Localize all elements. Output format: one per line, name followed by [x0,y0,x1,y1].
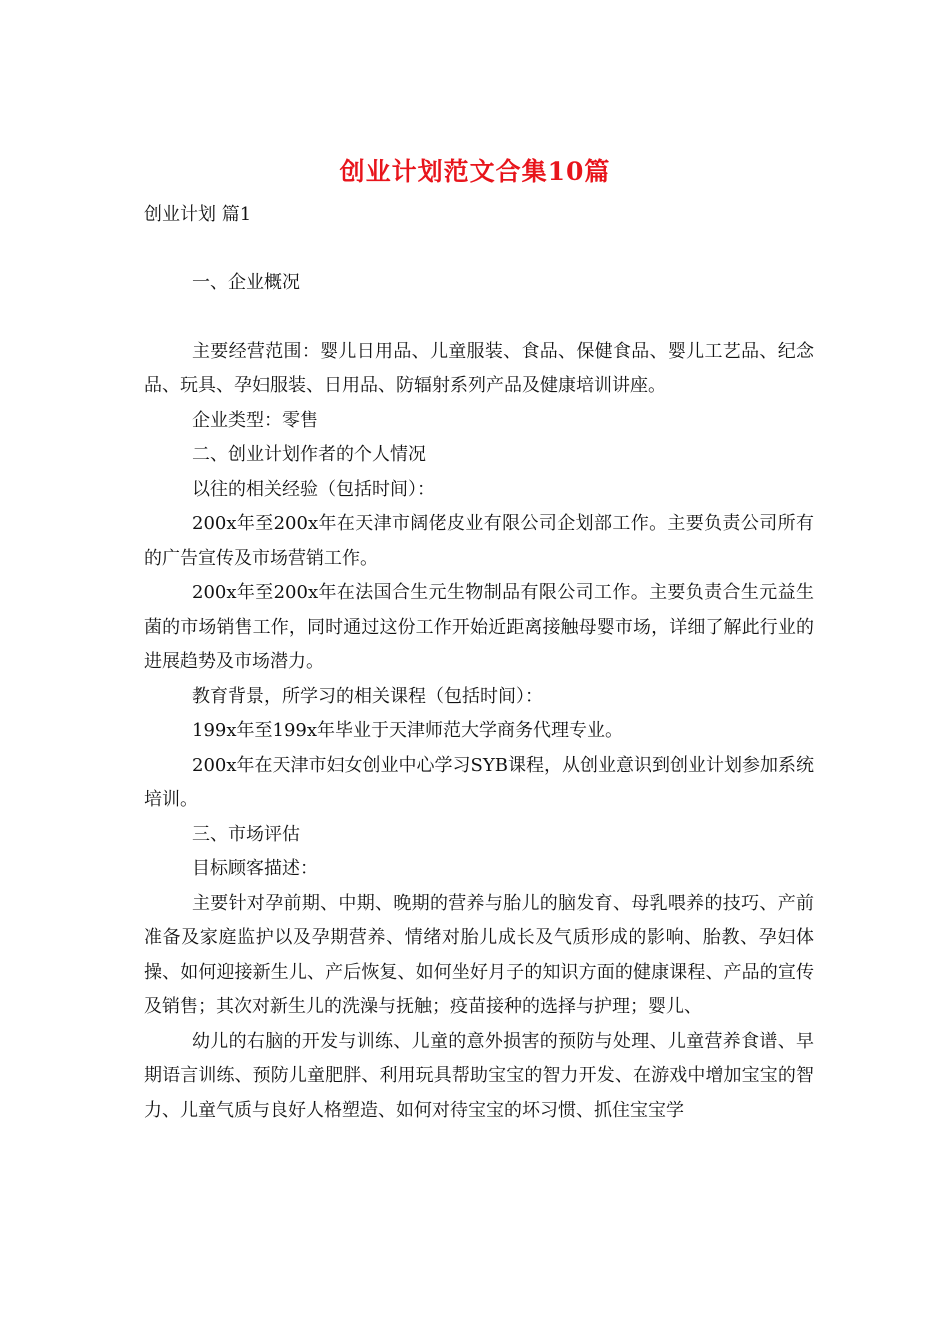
document-title: 创业计划范文合集10篇 [339,157,611,186]
paragraph-education-1: 199x年至199x年毕业于天津师范大学商务代理专业。 [192,720,624,741]
paragraph-business-scope: 主要经营范围：婴儿日用品、儿童服装、食品、保健食品、婴儿工艺品、纪念品、玩具、孕妇服装、日用品、防辐射系列产品及健康培训讲座。 [144,340,814,396]
paragraph-experience-label: 以往的相关经验（包括时间）： [192,478,435,500]
paragraph-experience-1: 200x年至200x年在天津市阔佬皮业有限公司企划部工作。主要负责公司所有的广告宣传及市场营销工作。 [144,513,814,569]
heading-enterprise-overview: 一、企业概况 [192,272,300,293]
paragraph-target-desc-2: 幼儿的右脑的开发与训练、儿童的意外损害的预防与处理、儿童营养食谱、早期语言训练、预防儿童肥胖、利用玩具帮助宝宝的智力开发、在游戏中增加宝宝的智力、儿童气质与良好人格塑造、如何对待宝宝的坏习惯、抓住宝宝学 [144,1030,814,1121]
section-subtitle: 创业计划 篇1 [144,204,252,225]
paragraph-education-label: 教育背景，所学习的相关课程（包括时间）： [192,685,543,707]
heading-market-assessment: 三、市场评估 [192,823,300,845]
paragraph-target-desc-1: 主要针对孕前期、中期、晚期的营养与胎儿的脑发育、母乳喂养的技巧、产前准备及家庭监护以及孕期营养、情绪对胎儿成长及气质形成的影响、胎教、孕妇体操、如何迎接新生儿、产后恢复、如何坐好月子的知识方面的健康课程、产品的宣传及销售；其次对新生儿的洗澡与抚触；疫苗接种的选择与护理；婴儿、 [144,892,814,1017]
paragraph-education-2: 200x年在天津市妇女创业中心学习SYB课程，从创业意识到创业计划参加系统培训。 [144,754,814,810]
paragraph-experience-2: 200x年至200x年在法国合生元生物制品有限公司工作。主要负责合生元益生菌的市场销售工作，同时通过这份工作开始近距离接触母婴市场，详细了解此行业的进展趋势及市场潜力。 [144,582,814,672]
document-body [144,266,814,1128]
heading-author-info: 二、创业计划作者的个人情况 [192,444,426,465]
paragraph-target-label: 目标顾客描述： [192,858,318,879]
paragraph-enterprise-type: 企业类型：零售 [192,409,318,431]
